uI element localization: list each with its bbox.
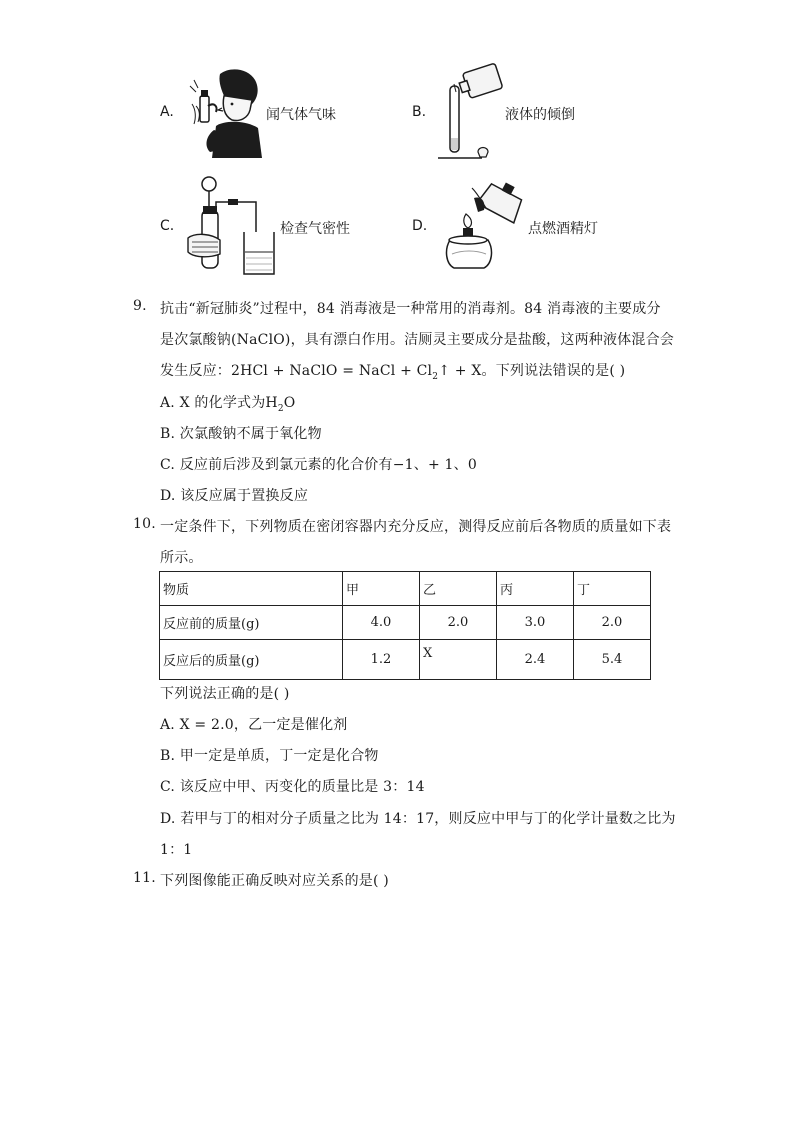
check-airtightness-illustration (182, 172, 278, 280)
table-cell: 反应后的质量(g) (160, 640, 343, 680)
table-row (160, 606, 651, 640)
table-cell: 反应前的质量(g) (160, 606, 343, 640)
table-cell: 1.2 (343, 640, 420, 680)
q9-stem-line-2: 是次氯酸钠(NaClO)，具有漂白作用。洁厕灵主要成分是盐酸，这两种液体混合会 (160, 332, 674, 348)
table-cell: 4.0 (343, 606, 420, 640)
q10-number: 10. (133, 516, 156, 532)
q10-option-d: D. 若甲与丁的相对分子质量之比为 14：17，则反应中甲与丁的化学计量数之比为 (160, 811, 676, 827)
q10-option-d-continued: 1：1 (160, 842, 193, 858)
q9-stem-line-3 (160, 360, 625, 382)
q9-option-b: B. 次氯酸钠不属于氧化物 (160, 426, 322, 442)
q10-stem-line-2: 所示。 (160, 550, 203, 566)
q9-number: 9. (133, 298, 147, 314)
table-header-cell: 丙 (497, 572, 574, 606)
q8-option-c-letter: C. (160, 218, 175, 234)
table-cell: 2.4 (497, 640, 574, 680)
table-header-cell: 乙 (420, 572, 497, 606)
q8-option-b-text: 液体的倾倒 (505, 107, 575, 123)
table-header-cell: 丁 (574, 572, 651, 606)
q8-option-a-letter: A. (160, 104, 174, 120)
table-cell: 5.4 (574, 640, 651, 680)
q11-stem: 下列图像能正确反映对应关系的是( ) (160, 873, 389, 889)
q10-prompt: 下列说法正确的是( ) (160, 686, 290, 702)
table-cell: 3.0 (497, 606, 574, 640)
q10-stem-line-1: 一定条件下，下列物质在密闭容器内充分反应，测得反应前后各物质的质量如下表 (160, 519, 672, 535)
mass-data-table (159, 571, 651, 680)
q9-option-c: C. 反应前后涉及到氯元素的化合价有−1、+ 1、0 (160, 457, 477, 473)
q10-option-a: A. X = 2.0，乙一定是催化剂 (160, 717, 348, 733)
q9-stem-line-1: 抗击“新冠肺炎”过程中，84 消毒液是一种常用的消毒剂。84 消毒液的主要成分 (160, 301, 661, 317)
smell-gas-illustration (186, 66, 266, 158)
light-alcohol-lamp-illustration (434, 180, 530, 272)
q9-option-a (160, 392, 295, 414)
table-header-cell: 物质 (160, 572, 343, 606)
q9-equation-subscript: 2 (432, 371, 439, 382)
table-header-row (160, 572, 651, 606)
q9-equation-suffix: ↑ + X。下列说法错误的是( ) (438, 363, 626, 379)
q9-option-a-text: A. X 的化学式为H (160, 395, 278, 411)
q8-option-c-text: 检查气密性 (280, 221, 350, 237)
q8-option-d-letter: D. (412, 218, 428, 234)
q8-option-d-text: 点燃酒精灯 (528, 221, 598, 237)
table-cell: 2.0 (420, 606, 497, 640)
pour-liquid-illustration (436, 62, 506, 162)
q9-option-a-subscript: 2 (277, 403, 284, 414)
q10-option-c: C. 该反应中甲、丙变化的质量比是 3：14 (160, 779, 425, 795)
q9-option-a-suffix: O (283, 395, 296, 411)
q10-option-b: B. 甲一定是单质，丁一定是化合物 (160, 748, 379, 764)
table-header-cell: 甲 (343, 572, 420, 606)
q11-number: 11. (133, 870, 156, 886)
q9-equation-prefix: 发生反应：2HCl + NaClO = NaCl + Cl (160, 363, 433, 379)
q9-option-d: D. 该反应属于置换反应 (160, 488, 309, 504)
table-row (160, 640, 651, 680)
q8-option-b-letter: B. (412, 104, 427, 120)
table-cell: X (420, 640, 497, 680)
q8-option-a-text: 闻气体气味 (266, 107, 336, 123)
table-cell: 2.0 (574, 606, 651, 640)
